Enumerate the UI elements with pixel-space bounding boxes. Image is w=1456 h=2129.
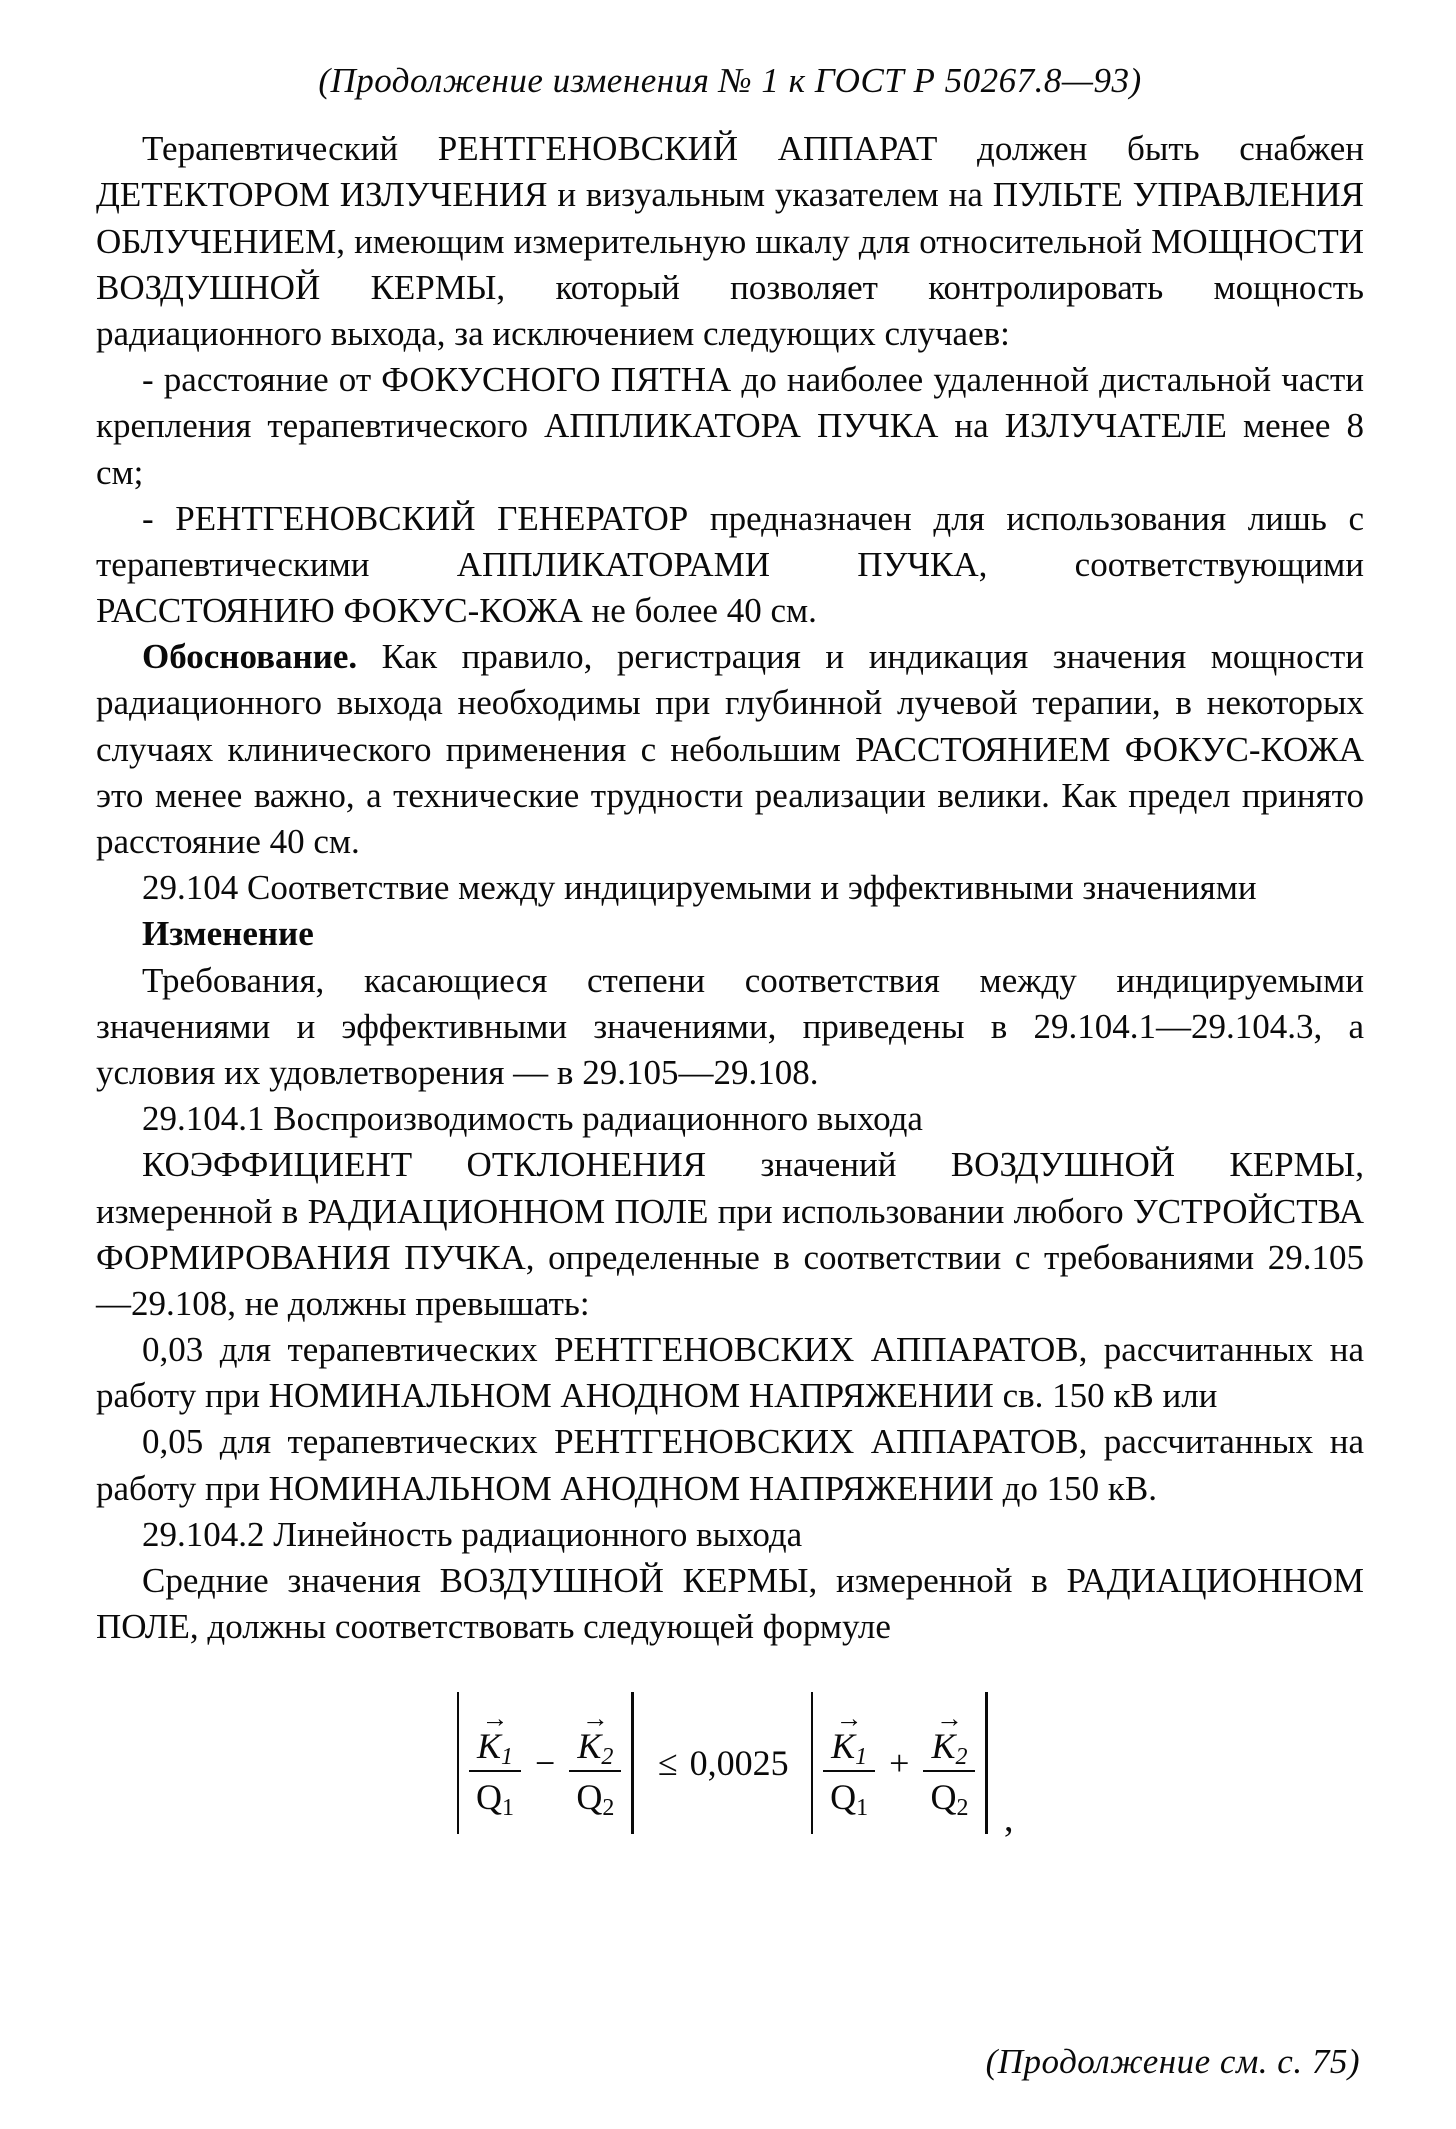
subscript-1: 1 [855, 1744, 868, 1771]
variable-q: Q [576, 1777, 603, 1818]
fraction-numerator [569, 1703, 621, 1772]
paragraph-text: 29.104.1 Воспроизводимость радиационного выхода [142, 1099, 923, 1139]
variable-k2 [931, 1726, 968, 1771]
paragraph-5 [96, 865, 1364, 911]
paragraph-10 [96, 1327, 1364, 1419]
paragraph-text: Как правило, регистрация и индикация значения мощности радиационного выхода необходимы при глубинной лучевой терапии, в некоторых случаях клинического применения с небольшим РАССТОЯНИЕМ ФОКУС-КОЖА это менее важно, а технические трудности реализации велики. Как предел принято расстояние 40 см. [96, 637, 1364, 861]
fraction-k2-q2 [569, 1703, 621, 1822]
paragraph-3 [96, 496, 1364, 635]
paragraph-8 [96, 1096, 1364, 1142]
vector-arrow-icon: → [481, 1703, 509, 1734]
vector-arrow-icon: → [835, 1703, 863, 1734]
page-header: (Продолжение изменения № 1 к ГОСТ Р 50267.8—93) [318, 61, 1142, 100]
paragraph-text: 0,03 для терапевтических РЕНТГЕНОВСКИХ АППАРАТОВ, рассчитанных на работу при НОМИНАЛЬНОМ АНОДНОМ НАПРЯЖЕНИИ св. 150 кВ или [96, 1330, 1364, 1416]
paragraph-lead: Обоснование. [142, 637, 358, 677]
subscript-2: 2 [956, 1795, 969, 1822]
absolute-value-bar [631, 1692, 634, 1834]
paragraph-text: 29.104 Соответствие между индицируемыми и эффективными значениями [142, 868, 1257, 908]
subscript-1: 1 [856, 1795, 869, 1822]
absolute-value-bar [985, 1692, 988, 1834]
paragraph-6 [96, 911, 1364, 957]
subscript-2: 2 [601, 1744, 614, 1771]
paragraph-12 [96, 1512, 1364, 1558]
paragraph-4 [96, 634, 1364, 865]
vector-arrow-icon: → [581, 1703, 609, 1734]
paragraph-9 [96, 1142, 1364, 1327]
variable-k1 [477, 1726, 514, 1771]
vector-arrow-icon: → [935, 1703, 963, 1734]
fraction-denominator [476, 1772, 515, 1822]
formula-row [96, 1692, 1364, 1841]
fraction-numerator [923, 1703, 975, 1772]
paragraph-text: 0,05 для терапевтических РЕНТГЕНОВСКИХ АППАРАТОВ, рассчитанных на работу при НОМИНАЛЬНОМ АНОДНОМ НАПРЯЖЕНИИ до 150 кВ. [96, 1422, 1364, 1508]
fraction-numerator [823, 1703, 875, 1772]
variable-q: Q [930, 1777, 957, 1818]
fraction-numerator [469, 1703, 521, 1772]
variable-k: K [831, 1726, 856, 1767]
fraction-k1-q1 [469, 1703, 521, 1822]
paragraph-11 [96, 1419, 1364, 1511]
paragraph-text: КОЭФФИЦИЕНТ ОТКЛОНЕНИЯ значений ВОЗДУШНОЙ КЕРМЫ, измеренной в РАДИАЦИОННОМ ПОЛЕ при использовании любого УСТРОЙСТВА ФОРМИРОВАНИЯ ПУЧКА, определенные в соответствии с требованиями 29.105—29.108, не должны превышать: [96, 1145, 1364, 1323]
minus-operator: − [535, 1742, 556, 1783]
paragraph-1 [96, 126, 1364, 357]
fraction-denominator [930, 1772, 969, 1822]
absolute-value-bar [811, 1692, 814, 1834]
paragraph-text: - расстояние от ФОКУСНОГО ПЯТНА до наиболее удаленной дистальной части крепления терапевтического АППЛИКАТОРА ПУЧКА на ИЗЛУЧАТЕЛЕ менее 8 см; [96, 360, 1364, 492]
fraction-denominator [830, 1772, 869, 1822]
page-footer: (Продолжение см. с. 75) [985, 2041, 1360, 2081]
fraction-denominator [576, 1772, 615, 1822]
variable-k1 [831, 1726, 868, 1771]
paragraph-text: Требования, касающиеся степени соответствия между индицируемыми значениями и эффективными значениями, приведены в 29.104.1—29.104.3, а условия их удовлетворения — в 29.105—29.108. [96, 960, 1364, 1092]
paragraph-text: Средние значения ВОЗДУШНОЙ КЕРМЫ, измеренной в РАДИАЦИОННОМ ПОЛЕ, должны соответствовать следующей формуле [96, 1561, 1364, 1647]
variable-k2 [577, 1726, 614, 1771]
coefficient-value: 0,0025 [689, 1742, 789, 1783]
formula [447, 1692, 1014, 1841]
paragraph-13 [96, 1558, 1364, 1650]
fraction-k1-q1 [823, 1703, 875, 1822]
paragraph-lead: Изменение [142, 914, 314, 954]
paragraph-2 [96, 357, 1364, 496]
variable-k: K [931, 1726, 956, 1767]
paragraph-text: - РЕНТГЕНОВСКИЙ ГЕНЕРАТОР предназначен для использования лишь с терапевтическими АППЛИКАТОРАМИ ПУЧКА, соответствующими РАССТОЯНИЮ ФОКУС-КОЖА не более 40 см. [96, 498, 1364, 631]
trailing-comma: , [1003, 1798, 1014, 1841]
paragraph-text: 29.104.2 Линейность радиационного выхода [142, 1514, 803, 1554]
fraction-k2-q2 [923, 1703, 975, 1822]
subscript-2: 2 [955, 1744, 968, 1771]
subscript-1: 1 [501, 1744, 514, 1771]
absolute-value-bar [457, 1692, 460, 1834]
variable-k: K [577, 1726, 602, 1767]
variable-q: Q [830, 1777, 857, 1818]
plus-operator: + [889, 1742, 910, 1783]
document-body [96, 126, 1364, 1650]
subscript-2: 2 [602, 1795, 615, 1822]
subscript-1: 1 [502, 1795, 515, 1822]
paragraph-7 [96, 958, 1364, 1097]
less-or-equal-symbol: ≤ [657, 1742, 678, 1783]
variable-q: Q [476, 1777, 503, 1818]
variable-k: K [477, 1726, 502, 1767]
paragraph-text: Терапевтический РЕНТГЕНОВСКИЙ АППАРАТ должен быть снабжен ДЕТЕКТОРОМ ИЗЛУЧЕНИЯ и визуальным указателем на ПУЛЬТЕ УПРАВЛЕНИЯ ОБЛУЧЕНИЕМ, имеющим измерительную шкалу для относительной МОЩНОСТИ ВОЗДУШНОЙ КЕРМЫ, который позволяет контролировать мощность радиационного выхода, за исключением следующих случаев: [96, 129, 1364, 353]
